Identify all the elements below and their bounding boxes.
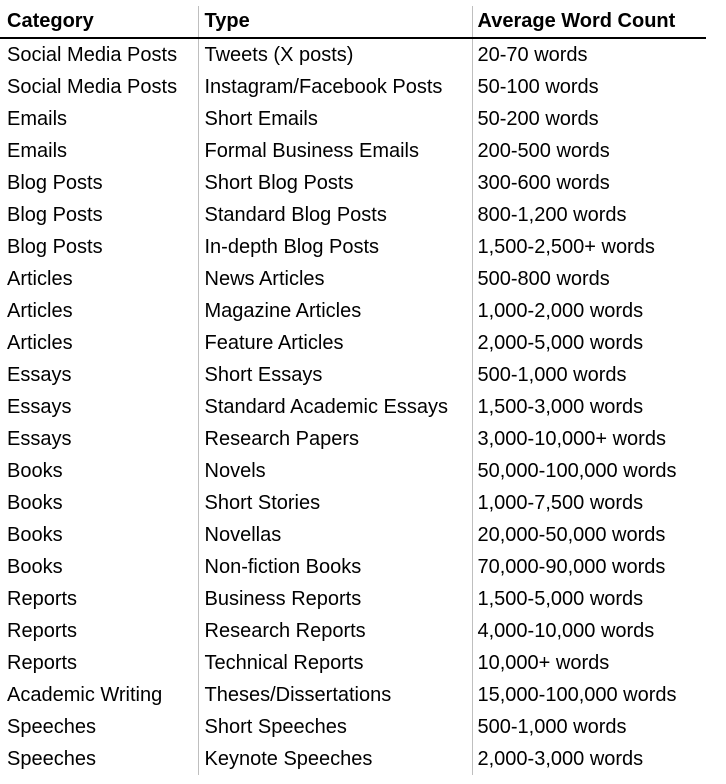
- category-cell: Essays: [7, 364, 72, 386]
- table-header: [0, 6, 706, 38]
- type-cell: Standard Academic Essays: [198, 391, 472, 423]
- word-count-cell: 20,000-50,000 words: [472, 519, 706, 551]
- word-count-cell: 3,000-10,000+ words: [472, 423, 706, 455]
- type-cell: Technical Reports: [198, 647, 472, 679]
- table-row: [0, 167, 706, 199]
- table-row: [0, 71, 706, 103]
- word-count-cell: 1,500-2,500+ words: [472, 231, 706, 263]
- word-count-cell: 500-1,000 words: [472, 359, 706, 391]
- category-cell: Books: [7, 524, 63, 546]
- category-cell: Books: [7, 460, 63, 482]
- category-cell: Speeches: [7, 716, 96, 738]
- table-body: [0, 38, 706, 775]
- word-count-cell: 50-100 words: [472, 71, 706, 103]
- table-row: [0, 359, 706, 391]
- category-cell: Social Media Posts: [7, 44, 178, 66]
- category-cell: Articles: [7, 300, 73, 322]
- type-cell: Instagram/Facebook Posts: [198, 71, 472, 103]
- header-row: [0, 6, 706, 38]
- table-row: [0, 103, 706, 135]
- table-row: [0, 711, 706, 743]
- type-cell: Business Reports: [198, 583, 472, 615]
- word-count-cell: 500-1,000 words: [472, 711, 706, 743]
- category-cell: Social Media Posts: [7, 76, 178, 98]
- category-cell: Articles: [7, 332, 73, 354]
- type-cell: Standard Blog Posts: [198, 199, 472, 231]
- word-count-cell: 70,000-90,000 words: [472, 551, 706, 583]
- type-cell: Research Reports: [198, 615, 472, 647]
- category-cell: Essays: [7, 396, 72, 418]
- word-count-cell: 1,000-2,000 words: [472, 295, 706, 327]
- type-cell: Short Essays: [198, 359, 472, 391]
- table-row: [0, 423, 706, 455]
- word-count-cell: 800-1,200 words: [472, 199, 706, 231]
- table-row: [0, 615, 706, 647]
- word-count-cell: 300-600 words: [472, 167, 706, 199]
- category-cell: Articles: [7, 268, 73, 290]
- table-row: [0, 38, 706, 71]
- type-cell: Theses/Dissertations: [198, 679, 472, 711]
- word-count-cell: 1,500-3,000 words: [472, 391, 706, 423]
- table-row: [0, 263, 706, 295]
- table-row: [0, 199, 706, 231]
- column-header-average-word-count: Average Word Count: [472, 6, 706, 38]
- word-count-cell: 50,000-100,000 words: [472, 455, 706, 487]
- category-cell: Blog Posts: [7, 236, 103, 258]
- type-cell: Tweets (X posts): [198, 38, 472, 71]
- word-count-cell: 1,500-5,000 words: [472, 583, 706, 615]
- category-cell: Emails: [7, 108, 68, 130]
- category-cell: Essays: [7, 428, 72, 450]
- table-row: [0, 743, 706, 775]
- type-cell: Non-fiction Books: [198, 551, 472, 583]
- table-row: [0, 327, 706, 359]
- type-cell: Short Speeches: [198, 711, 472, 743]
- word-count-cell: 4,000-10,000 words: [472, 615, 706, 647]
- table-row: [0, 551, 706, 583]
- type-cell: Novels: [198, 455, 472, 487]
- type-cell: Magazine Articles: [198, 295, 472, 327]
- table-row: [0, 135, 706, 167]
- category-cell: Reports: [7, 588, 78, 610]
- table-row: [0, 679, 706, 711]
- category-cell: Blog Posts: [7, 204, 103, 226]
- word-count-cell: 200-500 words: [472, 135, 706, 167]
- table-row: [0, 487, 706, 519]
- category-cell: Blog Posts: [7, 172, 103, 194]
- type-cell: Short Emails: [198, 103, 472, 135]
- category-cell: Emails: [7, 140, 68, 162]
- word-count-cell: 2,000-5,000 words: [472, 327, 706, 359]
- type-cell: Formal Business Emails: [198, 135, 472, 167]
- category-cell: Speeches: [7, 748, 96, 770]
- word-count-cell: 2,000-3,000 words: [472, 743, 706, 775]
- table-row: [0, 231, 706, 263]
- type-cell: News Articles: [198, 263, 472, 295]
- type-cell: Feature Articles: [198, 327, 472, 359]
- table-row: [0, 647, 706, 679]
- category-cell: Reports: [7, 652, 78, 674]
- table-row: [0, 391, 706, 423]
- category-cell: Books: [7, 556, 63, 578]
- type-cell: Short Blog Posts: [198, 167, 472, 199]
- table-row: [0, 583, 706, 615]
- word-count-cell: 10,000+ words: [472, 647, 706, 679]
- type-cell: Keynote Speeches: [198, 743, 472, 775]
- table-row: [0, 455, 706, 487]
- category-cell: Academic Writing: [7, 684, 163, 706]
- column-header-type: Type: [198, 6, 472, 38]
- word-count-table: [0, 6, 706, 775]
- word-count-cell: 1,000-7,500 words: [472, 487, 706, 519]
- category-cell: Reports: [7, 620, 78, 642]
- type-cell: Novellas: [198, 519, 472, 551]
- type-cell: Research Papers: [198, 423, 472, 455]
- type-cell: In-depth Blog Posts: [198, 231, 472, 263]
- type-cell: Short Stories: [198, 487, 472, 519]
- column-header-category: Category: [0, 6, 198, 38]
- table-row: [0, 295, 706, 327]
- category-cell: Books: [7, 492, 63, 514]
- word-count-cell: 500-800 words: [472, 263, 706, 295]
- word-count-cell: 15,000-100,000 words: [472, 679, 706, 711]
- word-count-cell: 50-200 words: [472, 103, 706, 135]
- table-row: [0, 519, 706, 551]
- word-count-cell: 20-70 words: [472, 38, 706, 71]
